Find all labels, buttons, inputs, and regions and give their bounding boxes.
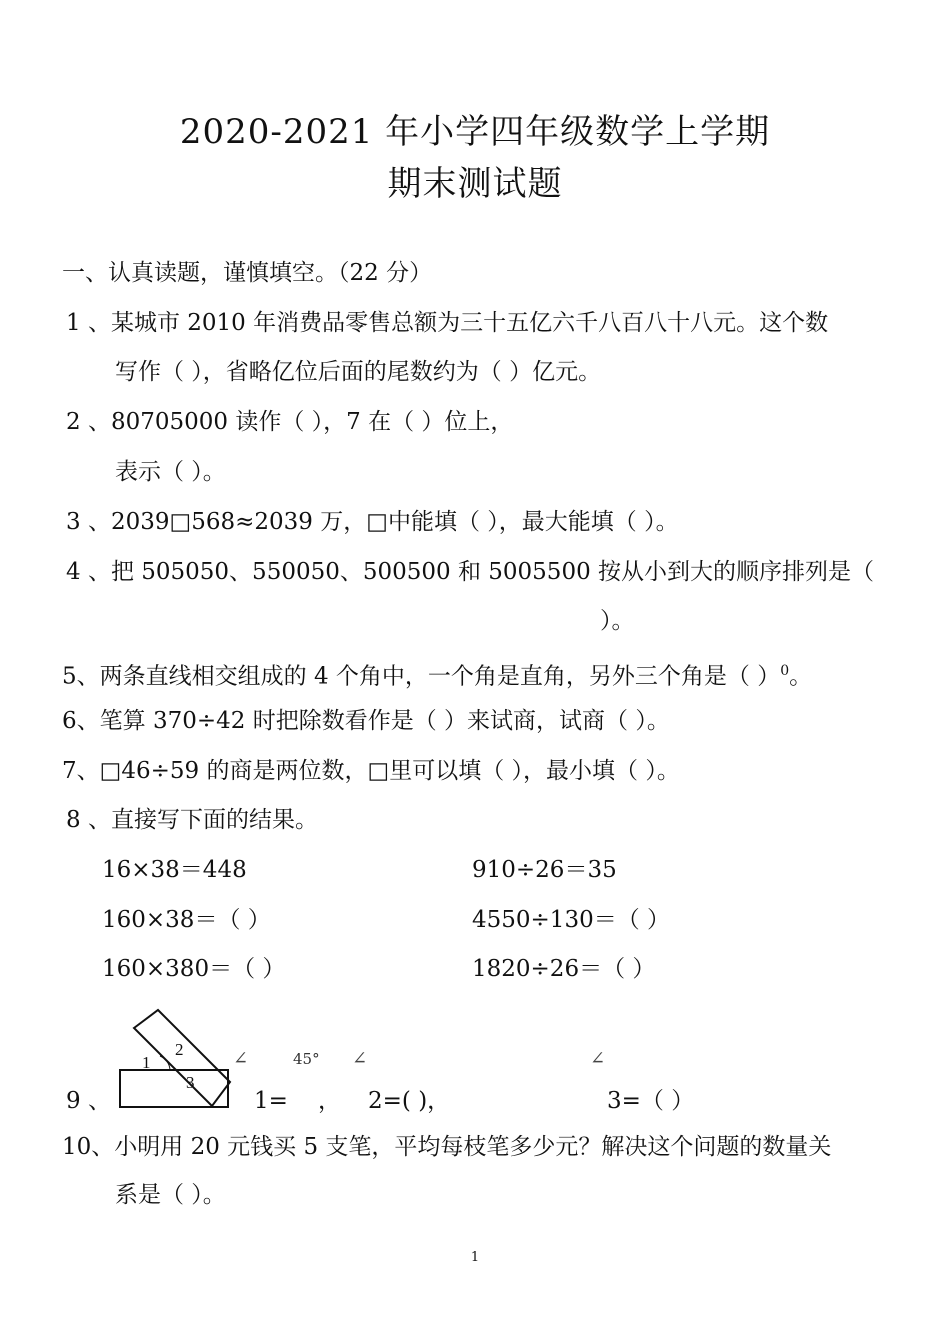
angle-3-answer: 3=（ ） — [607, 1088, 695, 1114]
question-5-end: 。 — [789, 663, 813, 690]
question-7: 7、□46÷59 的商是两位数，□里可以填（ ），最小填（ ）。 — [62, 758, 680, 784]
question-2-line-2: 表示（ ）。 — [115, 459, 226, 485]
question-9-number: 9 、 — [66, 1088, 111, 1114]
angle-symbol-2: ∠ — [352, 1048, 368, 1069]
equation-3-right: 1820÷26＝（ ） — [472, 956, 656, 982]
angle-symbol-1: ∠ — [233, 1048, 249, 1069]
question-8-intro: 8 、直接写下面的结果。 — [66, 807, 318, 833]
page-number: 1 — [470, 1250, 480, 1265]
angle-label-3: 3 — [186, 1073, 195, 1092]
exam-title: 2020-2021 年小学四年级数学上学期 — [179, 112, 771, 152]
angle-label-1: 1 — [142, 1053, 151, 1072]
section-1-heading: 一、认真读题，谨慎填空。（22 分） — [62, 260, 433, 286]
degree-superscript: 0 — [780, 663, 790, 679]
question-4-line-2: ）。 — [600, 608, 635, 634]
exam-subtitle: 期末测试题 — [387, 164, 563, 204]
question-5-text: 5、两条直线相交组成的 4 个角中，一个角是直角，另外三个角是（ ） — [62, 663, 781, 690]
angle-2-answer: 2=( )， — [368, 1088, 451, 1114]
equation-2-right: 4550÷130＝（ ） — [472, 907, 671, 933]
equation-2-left: 160×38＝（ ） — [102, 907, 271, 933]
angle-symbol-3: ∠ — [590, 1048, 606, 1069]
question-5 — [62, 656, 812, 692]
question-6: 6、笔算 370÷42 时把除数看作是（ ）来试商，试商（ ）。 — [62, 708, 670, 734]
equation-1-left: 16×38＝448 — [102, 857, 247, 883]
question-10-line-1: 10、小明用 20 元钱买 5 支笔，平均每枝笔多少元？解决这个问题的数量关 — [62, 1134, 832, 1160]
given-angle: 45° — [293, 1050, 320, 1068]
angle-1-comma: ， — [318, 1088, 341, 1114]
question-1-line-1: 1 、某城市 2010 年消费品零售总额为三十五亿六千八百八十八元。这个数 — [66, 310, 829, 336]
question-1-line-2: 写作（ ），省略亿位后面的尾数约为（ ）亿元。 — [115, 359, 602, 385]
equation-3-left: 160×380＝（ ） — [102, 956, 286, 982]
question-2-line-1: 2 、80705000 读作（ ），7 在（ ）位上， — [66, 409, 514, 435]
question-4-line-1: 4 、把 505050、550050、500500 和 5005500 按从小到大的顺序排列是（ — [66, 559, 875, 585]
angle-label-2: 2 — [175, 1040, 184, 1059]
angle-1-answer: 1= — [254, 1088, 288, 1114]
angle-figure — [112, 1006, 242, 1116]
question-10-line-2: 系是（ ）。 — [115, 1182, 226, 1208]
question-3: 3 、2039□568≈2039 万，□中能填（ ），最大能填（ ）。 — [66, 509, 679, 535]
base-rectangle — [120, 1070, 228, 1107]
equation-1-right: 910÷26＝35 — [472, 857, 617, 883]
